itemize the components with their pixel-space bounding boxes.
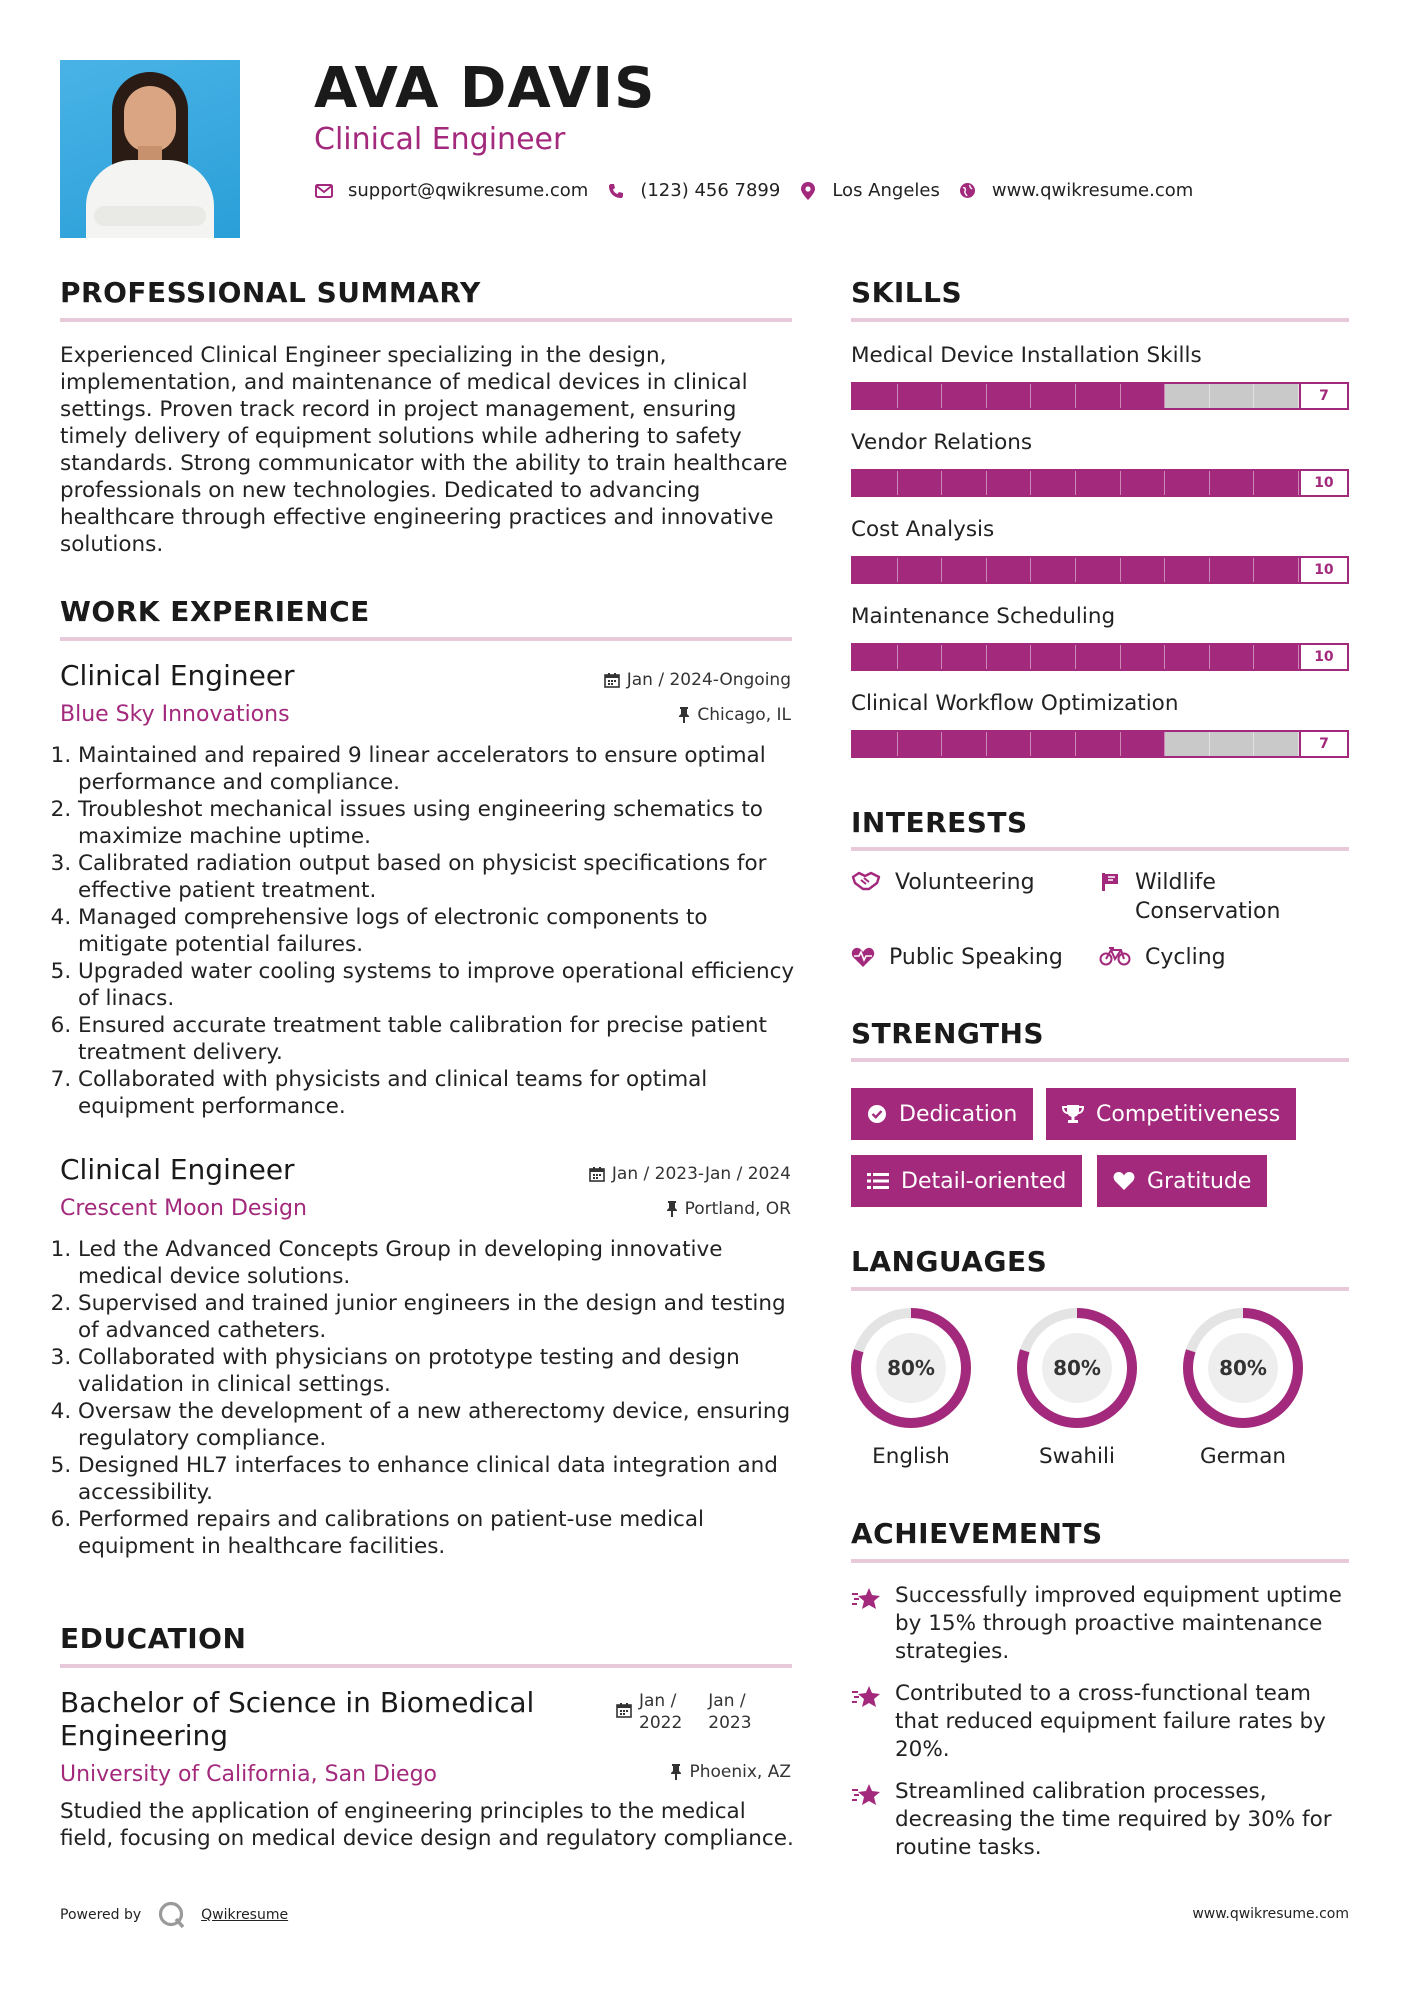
- skill-segment: [942, 732, 987, 756]
- strength-badge: Detail-oriented: [851, 1155, 1082, 1207]
- degree-title: Bachelor of Science in Biomedical: [60, 1686, 535, 1719]
- contact-phone[interactable]: (123) 456 7899: [606, 180, 780, 201]
- skill-name: Medical Device Installation Skills: [851, 343, 1202, 368]
- language-name: Swahili: [1039, 1444, 1115, 1469]
- list-item: 5. Upgraded water cooling systems to improve operational efficiency of linacs.: [78, 958, 800, 1012]
- achievement-item: Contributed to a cross-functional team that reduced equipment failure rates by 20%.: [851, 1680, 1361, 1764]
- handshake-icon: [851, 871, 881, 891]
- skill-segment: [898, 471, 943, 495]
- skill-segment: [942, 471, 987, 495]
- skill-score: 10: [1299, 471, 1347, 495]
- achievement-item: Successfully improved equipment uptime by 15% through proactive maintenance strategies.: [851, 1582, 1361, 1666]
- summary-text: Experienced Clinical Engineer specializing in the design, implementation, and maintenance of medical devices in clinical settings. Proven track record in project management, ensuring timely delivery of equipment solutions while adhering to safety standards. Strong communicator with the ability to train healthcare professionals on new technologies. Dedicated to advancing healthcare through effective engineering practices and innovative solutions.: [60, 343, 788, 557]
- skill-segment: [1254, 732, 1299, 756]
- job-company: Crescent Moon Design: [60, 1196, 307, 1221]
- skill-bar: [851, 382, 1349, 410]
- skill-segment: [1254, 471, 1299, 495]
- achievement-item: Streamlined calibration processes, decreasing the time required by 30% for routine tasks.: [851, 1778, 1361, 1862]
- skill-segment: [898, 732, 943, 756]
- skill-score: 10: [1299, 558, 1347, 582]
- language-item: [1015, 1306, 1139, 1469]
- job-company: Blue Sky Innovations: [60, 702, 290, 727]
- skill-bar: [851, 643, 1349, 671]
- interests-heading: INTERESTS: [851, 806, 1028, 839]
- skill-segment: [1254, 645, 1299, 669]
- skill-segment: [987, 384, 1032, 408]
- job-location: Portland, OR: [666, 1199, 791, 1219]
- skill-segment: [987, 732, 1032, 756]
- calendar-icon: [604, 672, 620, 688]
- list-item: 4. Oversaw the development of a new atherectomy device, ensuring regulatory compliance.: [78, 1398, 800, 1452]
- skill-segment: [853, 384, 898, 408]
- language-gauge: [1181, 1306, 1305, 1430]
- skill-name: Clinical Workflow Optimization: [851, 691, 1179, 716]
- strength-badge: Competitiveness: [1046, 1088, 1296, 1140]
- work-divider: [60, 637, 792, 641]
- skill-name: Cost Analysis: [851, 517, 995, 542]
- skill-name: Maintenance Scheduling: [851, 604, 1116, 629]
- education-dates: Jan / 2022 Jan / 2023: [616, 1690, 752, 1734]
- skill-segment: [1076, 384, 1121, 408]
- list-item: 6. Performed repairs and calibrations on patient-use medical equipment in healthcare facilities.: [78, 1506, 800, 1560]
- candidate-name: AVA DAVIS: [314, 56, 656, 121]
- skill-segment: [942, 558, 987, 582]
- skill-segment: [1210, 732, 1255, 756]
- star-icon: [851, 1680, 895, 1764]
- school-name: University of California, San Diego: [60, 1762, 438, 1787]
- check-circle-icon: [867, 1104, 887, 1124]
- skill-segment: [987, 471, 1032, 495]
- skill-bar: [851, 556, 1349, 584]
- job-duties-list: [60, 742, 800, 1120]
- globe-icon: [958, 181, 978, 201]
- language-percent: 80%: [1053, 1356, 1101, 1380]
- skill-segment: [1031, 384, 1076, 408]
- profile-photo: [60, 60, 240, 238]
- skills-divider: [851, 318, 1349, 322]
- list-item: 3. Calibrated radiation output based on physicist specifications for effective patient treatment.: [78, 850, 800, 904]
- interest-item: Cycling: [1099, 943, 1226, 972]
- contact-website[interactable]: www.qwikresume.com: [958, 180, 1193, 201]
- skill-bar: [851, 730, 1349, 758]
- list-item: 3. Collaborated with physicians on prototype testing and design validation in clinical settings.: [78, 1344, 800, 1398]
- job-date: Jan / 2024-Ongoing: [604, 670, 791, 690]
- star-icon: [851, 1778, 895, 1862]
- list-item: 5. Designed HL7 interfaces to enhance clinical data integration and accessibility.: [78, 1452, 800, 1506]
- envelope-icon: [314, 181, 334, 201]
- candidate-role: Clinical Engineer: [314, 122, 566, 157]
- skill-score: 7: [1299, 384, 1347, 408]
- education-divider: [60, 1664, 792, 1668]
- interests-divider: [851, 847, 1349, 851]
- strengths-divider: [851, 1058, 1349, 1062]
- language-name: German: [1199, 1444, 1287, 1469]
- job-date: Jan / 2023-Jan / 2024: [589, 1164, 791, 1184]
- strengths-heading: STRENGTHS: [851, 1017, 1045, 1050]
- list-item: 1. Maintained and repaired 9 linear accelerators to ensure optimal performance and compliance.: [78, 742, 800, 796]
- skill-segment: [1076, 471, 1121, 495]
- flag-icon: [1099, 871, 1121, 893]
- job-title: Clinical Engineer: [60, 659, 295, 692]
- contact-location: Los Angeles: [798, 180, 940, 201]
- languages-divider: [851, 1287, 1349, 1291]
- skill-segment: [1121, 645, 1166, 669]
- trophy-icon: [1062, 1104, 1084, 1124]
- list-item: 2. Troubleshot mechanical issues using engineering schematics to maximize machine uptime.: [78, 796, 800, 850]
- job-title: Clinical Engineer: [60, 1153, 295, 1186]
- bicycle-icon: [1099, 946, 1131, 966]
- skill-segment: [898, 645, 943, 669]
- skill-segment: [1165, 558, 1210, 582]
- work-heading: WORK EXPERIENCE: [60, 595, 370, 628]
- language-percent: 80%: [887, 1356, 935, 1380]
- skill-segment: [1254, 384, 1299, 408]
- skill-segment: [1031, 471, 1076, 495]
- skill-segment: [1031, 732, 1076, 756]
- contact-bar: [314, 180, 1211, 201]
- powered-by-label: Powered by: [60, 1907, 142, 1923]
- list-item: 1. Led the Advanced Concepts Group in developing innovative medical device solutions.: [78, 1236, 800, 1290]
- footer-branding: [60, 1900, 288, 1930]
- education-location: Phoenix, AZ: [670, 1762, 791, 1782]
- footer-website[interactable]: www.qwikresume.com: [1192, 1906, 1349, 1922]
- pushpin-icon: [670, 1764, 682, 1780]
- list-icon: [867, 1172, 889, 1190]
- skill-name: Vendor Relations: [851, 430, 1033, 455]
- skill-segment: [1076, 645, 1121, 669]
- skill-segment: [987, 645, 1032, 669]
- language-percent: 80%: [1219, 1356, 1267, 1380]
- skill-score: 7: [1299, 732, 1347, 756]
- skill-segment: [1165, 471, 1210, 495]
- contact-email[interactable]: support@qwikresume.com: [314, 180, 588, 201]
- skill-segment: [1121, 732, 1166, 756]
- skill-segment: [987, 558, 1032, 582]
- languages-heading: LANGUAGES: [851, 1245, 1048, 1278]
- job-location: Chicago, IL: [678, 705, 791, 725]
- qwikresume-logo-icon: [157, 1900, 187, 1930]
- language-item: [849, 1306, 973, 1469]
- degree-title-cont: Engineering: [60, 1719, 228, 1752]
- skill-segment: [1076, 732, 1121, 756]
- heartbeat-icon: [851, 946, 875, 968]
- strength-badge: Dedication: [851, 1088, 1033, 1140]
- skill-segment: [1210, 558, 1255, 582]
- skill-segment: [942, 645, 987, 669]
- summary-heading: PROFESSIONAL SUMMARY: [60, 276, 481, 309]
- map-pin-icon: [798, 181, 818, 201]
- skill-segment: [1121, 471, 1166, 495]
- language-name: English: [872, 1444, 950, 1469]
- list-item: 4. Managed comprehensive logs of electronic components to mitigate potential failures.: [78, 904, 800, 958]
- pushpin-icon: [678, 707, 690, 723]
- interest-item: Wildlife Conservation: [1099, 868, 1279, 926]
- language-gauge: [1015, 1306, 1139, 1430]
- skill-segment: [1121, 384, 1166, 408]
- skill-segment: [1121, 558, 1166, 582]
- list-item: 6. Ensured accurate treatment table calibration for precise patient treatment delivery.: [78, 1012, 800, 1066]
- interest-item: Volunteering: [851, 868, 1035, 897]
- interest-item: Public Speaking: [851, 943, 1063, 972]
- education-description: Studied the application of engineering principles to the medical field, focusing on medical device design and regulatory compliance.: [60, 1799, 794, 1851]
- qwikresume-link[interactable]: Qwikresume: [201, 1907, 289, 1923]
- skill-segment: [898, 558, 943, 582]
- skill-segment: [1165, 645, 1210, 669]
- skill-segment: [898, 384, 943, 408]
- list-item: 2. Supervised and trained junior engineers in the design and testing of advanced catheters.: [78, 1290, 800, 1344]
- calendar-icon: [616, 1702, 632, 1718]
- star-icon: [851, 1582, 895, 1666]
- skill-segment: [1031, 645, 1076, 669]
- skill-score: 10: [1299, 645, 1347, 669]
- skill-segment: [1210, 384, 1255, 408]
- achievements-heading: ACHIEVEMENTS: [851, 1517, 1103, 1550]
- education-heading: EDUCATION: [60, 1622, 247, 1655]
- skill-segment: [1254, 558, 1299, 582]
- skill-segment: [1210, 645, 1255, 669]
- language-item: [1181, 1306, 1305, 1469]
- skill-segment: [1076, 558, 1121, 582]
- phone-icon: [606, 181, 626, 201]
- skills-heading: SKILLS: [851, 276, 963, 309]
- skill-bar: [851, 469, 1349, 497]
- skill-segment: [1165, 732, 1210, 756]
- skill-segment: [853, 732, 898, 756]
- skill-segment: [1165, 384, 1210, 408]
- heart-icon: [1113, 1171, 1135, 1191]
- skill-segment: [942, 384, 987, 408]
- calendar-icon: [589, 1166, 605, 1182]
- pushpin-icon: [666, 1201, 678, 1217]
- skill-segment: [853, 471, 898, 495]
- skill-segment: [853, 558, 898, 582]
- skill-segment: [1031, 558, 1076, 582]
- skill-segment: [853, 645, 898, 669]
- achievements-divider: [851, 1559, 1349, 1563]
- job-duties-list: [60, 1236, 800, 1560]
- summary-divider: [60, 318, 792, 322]
- strength-badge: Gratitude: [1097, 1155, 1267, 1207]
- skill-segment: [1210, 471, 1255, 495]
- language-gauge: [849, 1306, 973, 1430]
- list-item: 7. Collaborated with physicists and clinical teams for optimal equipment performance.: [78, 1066, 800, 1120]
